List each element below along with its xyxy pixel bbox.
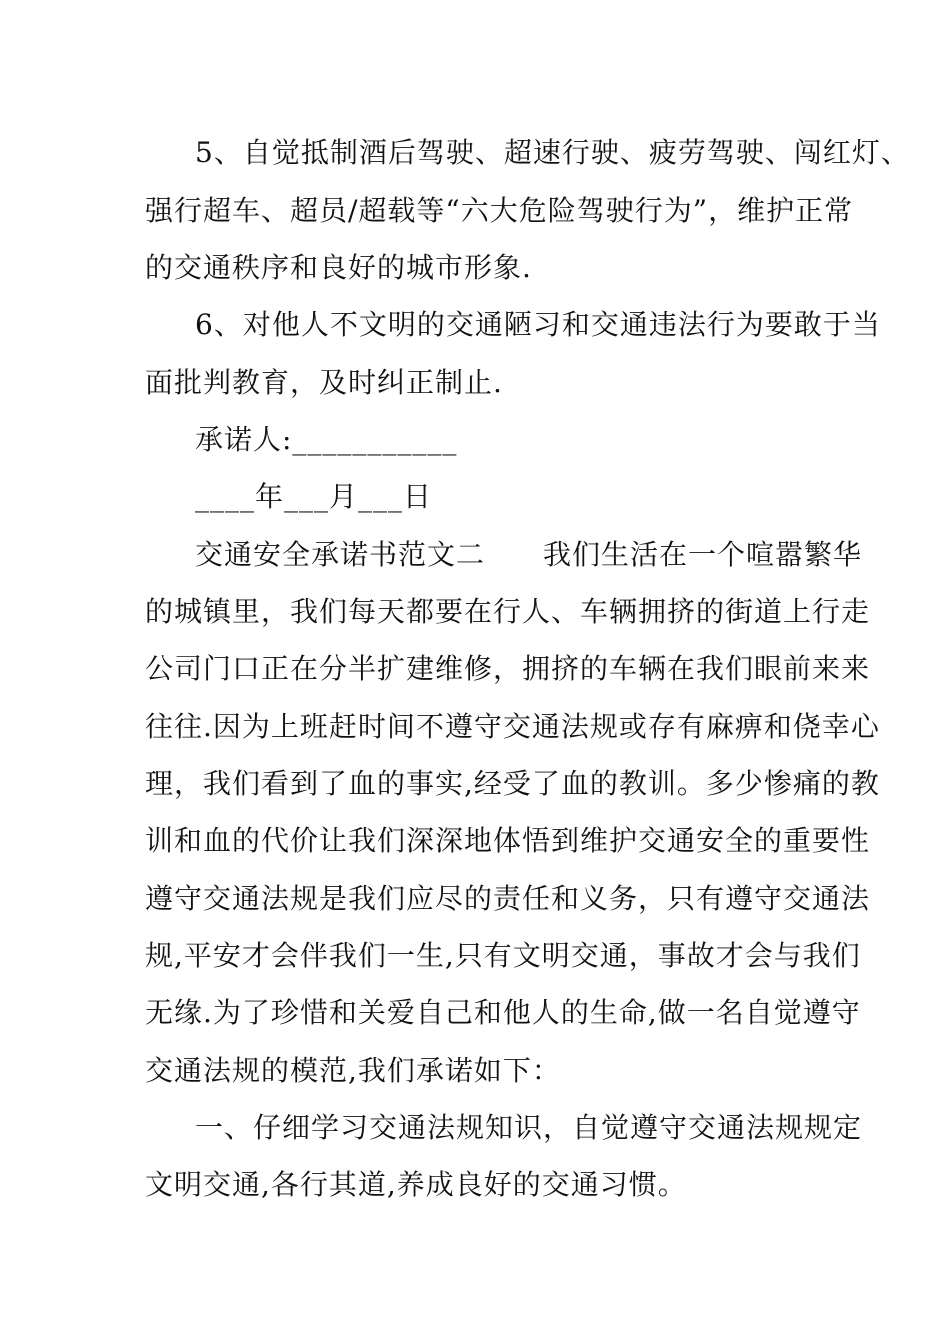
text-line: 一、仔细学习交通法规知识，自觉遵守交通法规规定 — [195, 1111, 863, 1144]
text-line: 交通法规的模范,我们承诺如下： — [145, 1054, 561, 1087]
date-line: ____年___月___日 — [195, 480, 433, 513]
text-line: 5、自觉抵制酒后驾驶、超速行驶、疲劳驾驶、闯红灯、 — [195, 136, 910, 169]
text-line: 规,平安才会伴我们一生,只有文明交通，事故才会与我们 — [145, 939, 861, 972]
text-line: 交通安全承诺书范文二 我们生活在一个喧嚣繁华 — [195, 538, 863, 571]
text-line: 遵守交通法规是我们应尽的责任和义务，只有遵守交通法 — [145, 882, 871, 915]
text-line: 面批判教育，及时纠正制止. — [145, 366, 503, 399]
text-line: 训和血的代价让我们深深地体悟到维护交通安全的重要性 — [145, 824, 871, 857]
text-line: 的交通秩序和良好的城市形象. — [145, 251, 532, 284]
text-line: 文明交通,各行其道,养成良好的交通习惯。 — [145, 1168, 687, 1201]
text-line: 公司门口正在分半扩建维修，拥挤的车辆在我们眼前来来 — [145, 652, 871, 685]
text-line: 的城镇里，我们每天都要在行人、车辆拥挤的街道上行走 — [145, 595, 871, 628]
signer-line: 承诺人:___________ — [195, 423, 458, 456]
text-line: 理，我们看到了血的事实,经受了血的教训。多少惨痛的教 — [145, 767, 880, 800]
text-line: 往往.因为上班赶时间不遵守交通法规或存有麻痹和侥幸心 — [145, 710, 880, 743]
text-line: 强行超车、超员/超载等“六大危险驾驶行为”，维护正常 — [145, 194, 854, 227]
text-line: 6、对他人不文明的交通陋习和交通违法行为要敢于当 — [195, 308, 881, 341]
text-line: 无缘.为了珍惜和关爱自己和他人的生命,做一名自觉遵守 — [145, 996, 861, 1029]
